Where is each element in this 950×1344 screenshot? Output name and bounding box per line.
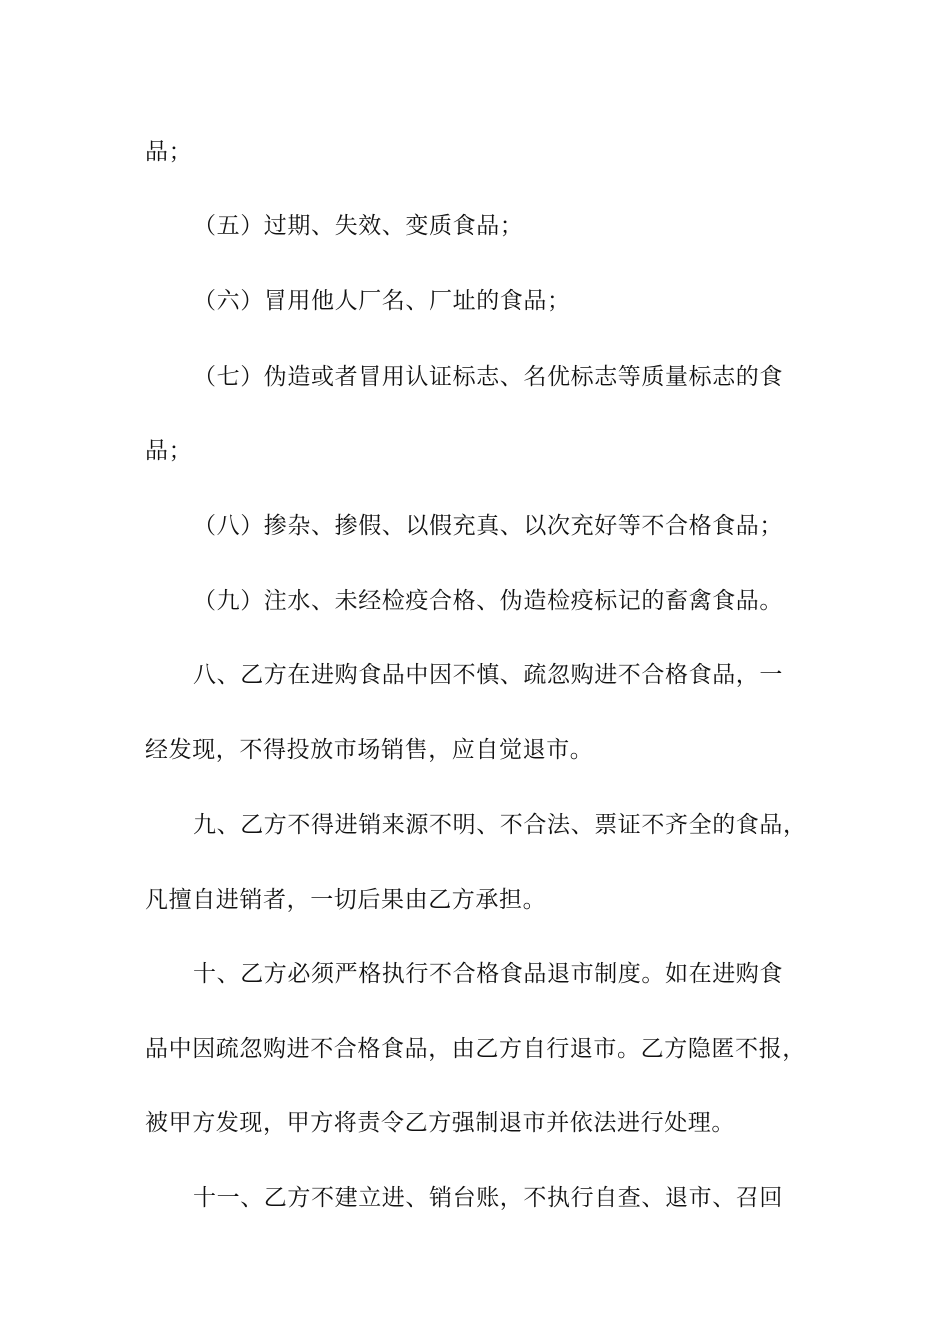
text-line: 品；: [145, 438, 193, 464]
text-line: 经发现，不得投放市场销售，应自觉退市。: [145, 737, 594, 763]
text-line: 品；: [145, 139, 193, 165]
text-line: （七）伪造或者冒用认证标志、名优标志等质量标志的食: [193, 364, 783, 390]
text-line: 八、乙方在进购食品中因不慎、疏忽购进不合格食品，一: [193, 662, 783, 688]
text-line: （五）过期、失效、变质食品；: [193, 213, 524, 239]
text-line: （六）冒用他人厂名、厂址的食品；: [193, 288, 571, 314]
text-line: （八）掺杂、掺假、以假充真、以次充好等不合格食品；: [193, 513, 783, 539]
text-line: 十、乙方必须严格执行不合格食品退市制度。如在进购食: [193, 961, 783, 987]
text-line: 十一、乙方不建立进、销台账，不执行自查、退市、召回: [193, 1185, 783, 1211]
text-line: 九、乙方不得进销来源不明、不合法、票证不齐全的食品，: [193, 812, 807, 838]
text-line: （九）注水、未经检疫合格、伪造检疫标记的畜禽食品。: [193, 588, 783, 614]
text-line: 凡擅自进销者，一切后果由乙方承担。: [145, 887, 547, 913]
text-line: 被甲方发现，甲方将责令乙方强制退市并依法进行处理。: [145, 1110, 735, 1136]
text-line: 品中因疏忽购进不合格食品，由乙方自行退市。乙方隐匿不报，: [145, 1036, 806, 1062]
